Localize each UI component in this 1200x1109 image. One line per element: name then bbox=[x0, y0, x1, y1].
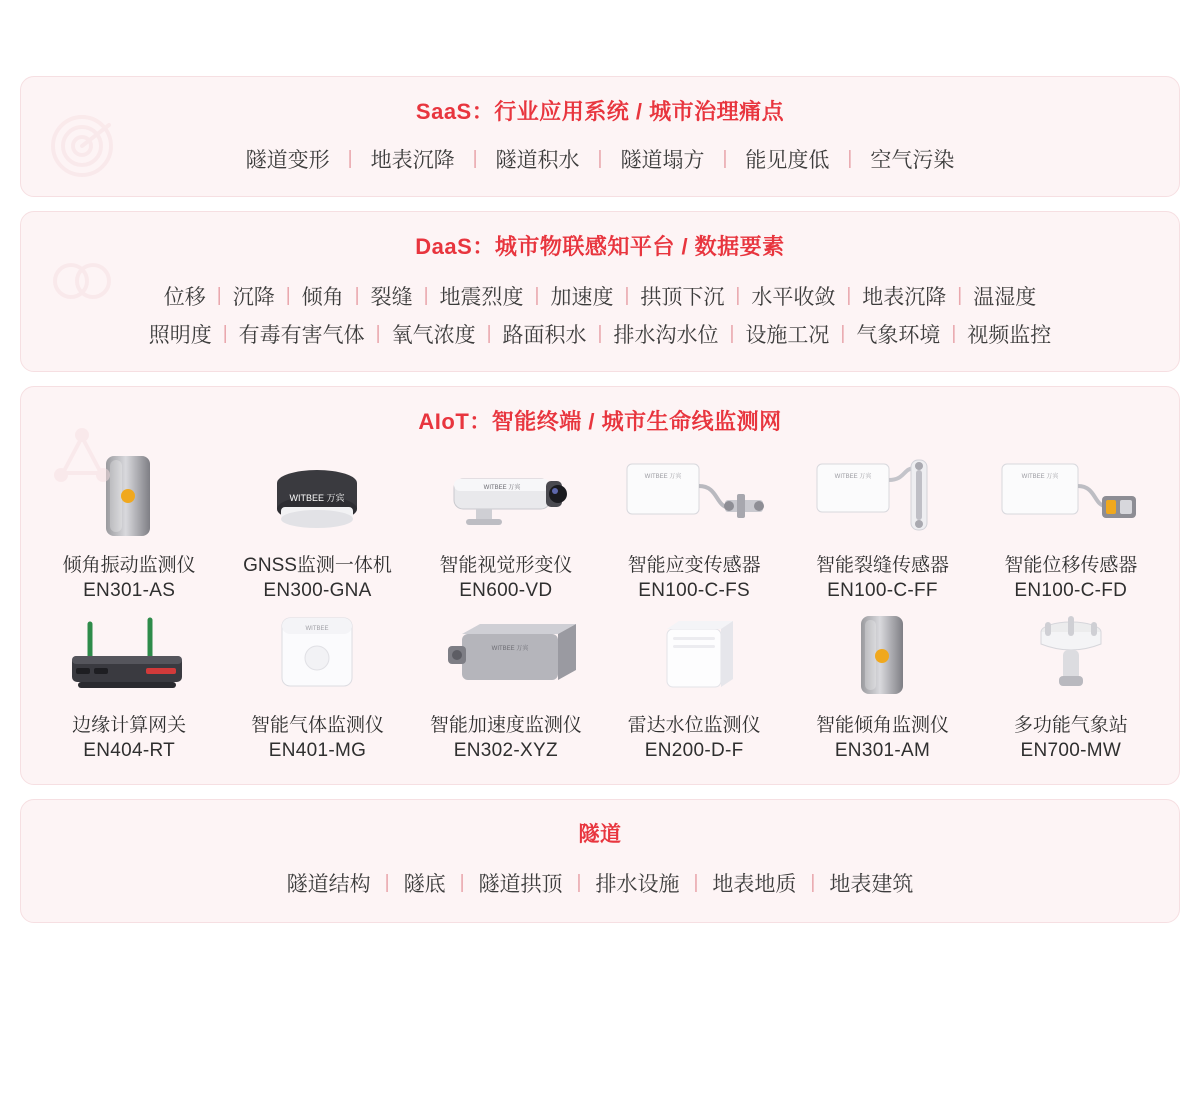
device-card[interactable] bbox=[412, 448, 600, 602]
device-name: 智能应变传感器 bbox=[627, 555, 761, 576]
tunnel-tag[interactable]: 隧道结构 bbox=[286, 873, 371, 896]
displacement-sensor-icon bbox=[996, 448, 1146, 544]
tunnel-tag[interactable]: 排水设施 bbox=[595, 873, 680, 896]
panel-title-daas-rest: 城市物联感知平台 / 数据要素 bbox=[494, 234, 785, 259]
acceleration-monitor-icon bbox=[431, 608, 581, 704]
separator: | bbox=[354, 285, 360, 306]
separator: | bbox=[735, 285, 741, 306]
daas-tag[interactable]: 加速度 bbox=[550, 286, 614, 309]
panel-tunnel bbox=[20, 799, 1180, 923]
panel-title-saas bbox=[21, 77, 1179, 132]
device-name: 智能视觉形变仪 bbox=[439, 555, 573, 576]
panel-aiot bbox=[20, 386, 1180, 785]
edge-gateway-icon bbox=[54, 608, 204, 704]
separator: | bbox=[375, 323, 381, 344]
separator: | bbox=[459, 872, 465, 893]
daas-tag[interactable]: 排水沟水位 bbox=[613, 324, 719, 347]
separator: | bbox=[534, 285, 540, 306]
daas-tag[interactable]: 氧气浓度 bbox=[391, 324, 476, 347]
tunnel-tag[interactable]: 地表建筑 bbox=[829, 873, 914, 896]
separator: | bbox=[810, 872, 816, 893]
daas-tag[interactable]: 沉降 bbox=[232, 286, 275, 309]
crack-sensor-icon bbox=[807, 448, 957, 544]
device-model: EN300-GNA bbox=[263, 580, 372, 601]
separator: | bbox=[847, 148, 853, 169]
panel-title-aiot-main: AIoT： bbox=[418, 409, 492, 434]
svg-text:WITBEE 万宾: WITBEE 万宾 bbox=[644, 474, 682, 480]
device-card[interactable] bbox=[788, 448, 976, 602]
separator: | bbox=[472, 148, 478, 169]
device-model: EN100-C-FS bbox=[638, 580, 751, 601]
tunnel-tag[interactable]: 隧底 bbox=[403, 873, 446, 896]
daas-tag[interactable]: 地表沉降 bbox=[862, 286, 947, 309]
device-model: EN404-RT bbox=[83, 740, 176, 761]
panel-title-aiot-rest: 智能终端 / 城市生命线监测网 bbox=[491, 409, 782, 434]
device-card[interactable] bbox=[788, 608, 976, 762]
saas-tag[interactable]: 地表沉降 bbox=[370, 149, 455, 172]
device-card[interactable] bbox=[412, 608, 600, 762]
panel-saas bbox=[20, 76, 1180, 197]
device-model: EN301-AM bbox=[834, 740, 931, 761]
gnss-receiver-icon bbox=[242, 448, 392, 544]
panel-title-saas-main: SaaS： bbox=[415, 99, 495, 124]
saas-tag[interactable]: 隧道塌方 bbox=[620, 149, 705, 172]
device-card[interactable] bbox=[223, 608, 411, 762]
separator: | bbox=[722, 148, 728, 169]
separator: | bbox=[285, 285, 291, 306]
tunnel-tag[interactable]: 地表地质 bbox=[712, 873, 797, 896]
separator: | bbox=[624, 285, 630, 306]
daas-tag[interactable]: 位移 bbox=[163, 286, 206, 309]
separator: | bbox=[423, 285, 429, 306]
tilt-monitor-icon bbox=[807, 608, 957, 704]
radar-water-level-icon bbox=[619, 608, 769, 704]
separator: | bbox=[347, 148, 353, 169]
device-name: 智能倾角监测仪 bbox=[815, 715, 949, 736]
separator: | bbox=[597, 323, 603, 344]
separator: | bbox=[693, 872, 699, 893]
device-model: EN700-MW bbox=[1020, 740, 1122, 761]
daas-tag[interactable]: 有毒有害气体 bbox=[238, 324, 365, 347]
panel-title-daas bbox=[21, 212, 1179, 267]
tunnel-tag-row bbox=[21, 854, 1179, 922]
daas-tag[interactable]: 水平收敛 bbox=[751, 286, 836, 309]
device-name: 边缘计算网关 bbox=[72, 715, 187, 736]
device-card[interactable] bbox=[35, 608, 223, 762]
daas-tag[interactable]: 气象环境 bbox=[856, 324, 941, 347]
strain-sensor-icon bbox=[619, 448, 769, 544]
daas-tag[interactable]: 拱顶下沉 bbox=[640, 286, 725, 309]
panel-title-aiot bbox=[21, 387, 1179, 442]
device-card[interactable] bbox=[600, 448, 788, 602]
saas-tag[interactable]: 隧道变形 bbox=[245, 149, 330, 172]
saas-tag[interactable]: 隧道积水 bbox=[495, 149, 580, 172]
daas-tag[interactable]: 温湿度 bbox=[973, 286, 1037, 309]
separator: | bbox=[840, 323, 846, 344]
separator: | bbox=[951, 323, 957, 344]
network-watermark-icon bbox=[47, 421, 117, 491]
device-card[interactable] bbox=[977, 608, 1165, 762]
device-card[interactable] bbox=[600, 608, 788, 762]
daas-tag[interactable]: 地震烈度 bbox=[439, 286, 524, 309]
device-name: GNSS监测一体机 bbox=[243, 555, 392, 576]
svg-text:WITBEE 万宾: WITBEE 万宾 bbox=[1021, 474, 1059, 480]
device-card[interactable] bbox=[223, 448, 411, 602]
device-grid bbox=[21, 442, 1179, 784]
daas-tag[interactable]: 倾角 bbox=[301, 286, 344, 309]
vision-deformation-camera-icon bbox=[431, 448, 581, 544]
device-model: EN100-C-FF bbox=[827, 580, 938, 601]
saas-tag-row bbox=[21, 132, 1179, 196]
separator: | bbox=[576, 872, 582, 893]
separator: | bbox=[846, 285, 852, 306]
device-model: EN600-VD bbox=[459, 580, 553, 601]
device-name: 智能气体监测仪 bbox=[250, 715, 384, 736]
device-model: EN200-D-F bbox=[644, 740, 744, 761]
svg-text:WITBEE 万宾: WITBEE 万宾 bbox=[483, 485, 521, 491]
gas-monitor-icon bbox=[242, 608, 392, 704]
device-name: 倾角振动监测仪 bbox=[62, 555, 196, 576]
svg-text:WITBEE: WITBEE bbox=[305, 626, 329, 632]
device-model: EN401-MG bbox=[268, 740, 367, 761]
device-model: EN100-C-FD bbox=[1014, 580, 1128, 601]
device-name: 智能位移传感器 bbox=[1004, 555, 1138, 576]
daas-tag[interactable]: 视频监控 bbox=[967, 324, 1052, 347]
device-name: 雷达水位监测仪 bbox=[627, 715, 761, 736]
infinity-watermark-icon bbox=[47, 246, 117, 316]
device-model: EN302-XYZ bbox=[453, 740, 558, 761]
separator: | bbox=[222, 323, 228, 344]
svg-text:WITBEE 万宾: WITBEE 万宾 bbox=[289, 493, 345, 503]
daas-tag[interactable]: 路面积水 bbox=[502, 324, 587, 347]
panel-daas bbox=[20, 211, 1180, 372]
device-model: EN301-AS bbox=[83, 580, 176, 601]
separator: | bbox=[216, 285, 222, 306]
device-name: 多功能气象站 bbox=[1013, 715, 1128, 736]
daas-tag-row-2 bbox=[21, 315, 1179, 371]
svg-text:WITBEE 万宾: WITBEE 万宾 bbox=[835, 474, 872, 480]
device-card[interactable] bbox=[977, 448, 1165, 602]
panel-title-tunnel: 隧道 bbox=[578, 823, 622, 846]
tunnel-tag[interactable]: 隧道拱顶 bbox=[478, 873, 563, 896]
device-name: 智能裂缝传感器 bbox=[815, 555, 949, 576]
separator: | bbox=[957, 285, 963, 306]
daas-tag[interactable]: 设施工况 bbox=[745, 324, 830, 347]
panel-title-saas-rest: 行业应用系统 / 城市治理痛点 bbox=[494, 99, 785, 124]
svg-text:WITBEE 万宾: WITBEE 万宾 bbox=[491, 646, 529, 652]
separator: | bbox=[384, 872, 390, 893]
saas-tag[interactable]: 空气污染 bbox=[870, 149, 955, 172]
weather-station-icon bbox=[996, 608, 1146, 704]
panel-title-daas-main: DaaS： bbox=[415, 234, 495, 259]
device-name: 智能加速度监测仪 bbox=[429, 715, 582, 736]
separator: | bbox=[729, 323, 735, 344]
saas-tag[interactable]: 能见度低 bbox=[745, 149, 830, 172]
daas-tag[interactable]: 裂缝 bbox=[370, 286, 413, 309]
separator: | bbox=[597, 148, 603, 169]
separator: | bbox=[486, 323, 492, 344]
daas-tag[interactable]: 照明度 bbox=[148, 324, 212, 347]
daas-tag-row-1 bbox=[21, 267, 1179, 315]
target-watermark-icon bbox=[47, 111, 117, 181]
